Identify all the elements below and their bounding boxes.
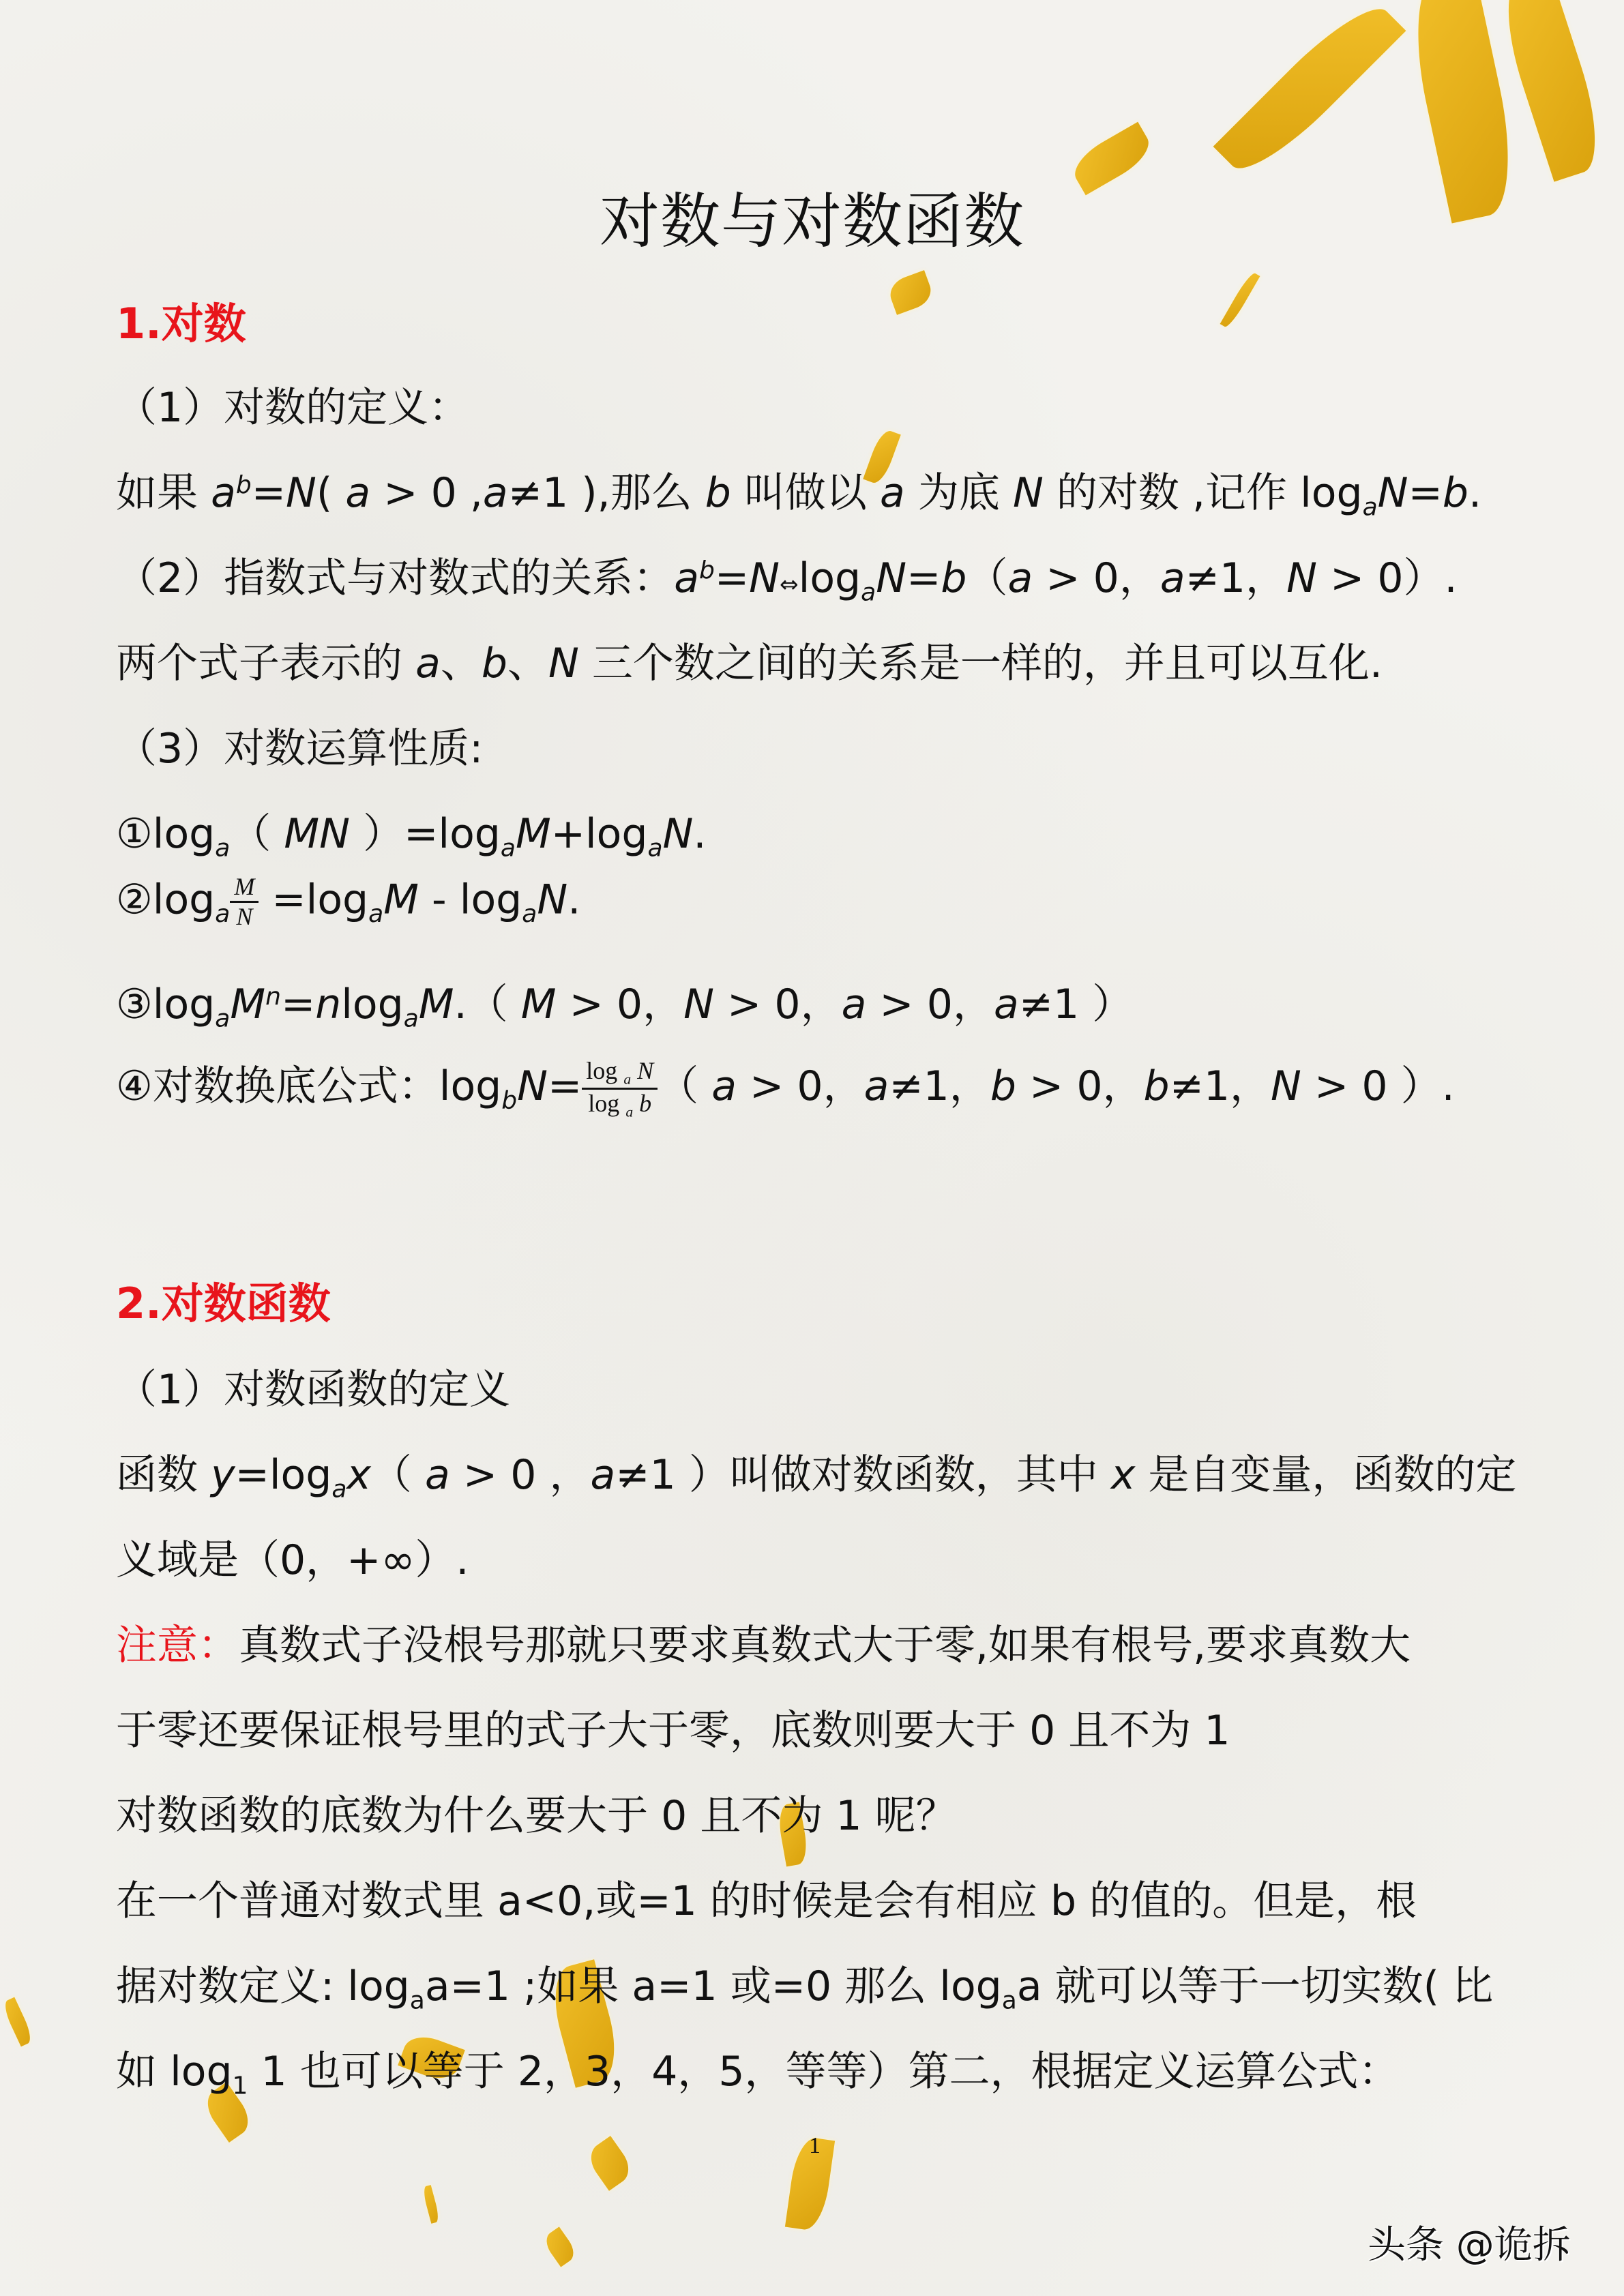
note-line-1: 注意：真数式子没根号那就只要求真数式大于零,如果有根号,要求真数大 [116, 1622, 1411, 1669]
leaf-decoration-icon [422, 2185, 441, 2224]
explanation-line-1: 在一个普通对数式里 a<0,或=1 的时候是会有相应 b 的值的。但是，根 [116, 1877, 1417, 1925]
property-2: $②\log_a$ $\frac{M}{N}$ $=\log_aM - \log_aN$. [116, 873, 581, 931]
leaf-decoration-icon [1, 1997, 35, 2047]
property-4-change-of-base: ④对数换底公式：$\log_bN=$ $\frac{\log _a N}{\log _a b}$ （ a > 0，a≠1，b > 0，b≠1，N > 0 ）. [116, 1056, 1455, 1120]
note-label: 注意： [116, 1622, 239, 1669]
page-number: 1 [809, 2133, 821, 2158]
leaf-decoration-icon [584, 2136, 636, 2191]
explanation-line-2: 据对数定义: $\log_aa=1$ ;如果 a=1 或=0 那么 $\log_aa$ 就可以等于一切实数( 比 [116, 1963, 1494, 2015]
leaf-decoration-icon [1491, 0, 1612, 182]
question-line: 对数函数的底数为什么要大于 0 且不为 1 呢？ [116, 1792, 957, 1840]
function-definition-label: （1）对数函数的定义 [116, 1366, 511, 1414]
definition-label: （1）对数的定义： [116, 384, 470, 432]
property-3: $③\log_aM^n=nlog_aM$.（ M > 0，N > 0，a > 0，a≠1 ） [116, 981, 1134, 1033]
properties-label: （3）对数运算性质: [116, 725, 484, 773]
page-title: 对数与对数函数 [599, 186, 1024, 256]
leaf-decoration-icon [1220, 271, 1260, 329]
function-definition-line-2: 义域是（0，+∞）. [116, 1536, 469, 1584]
iff-icon: ⇔ [780, 571, 799, 597]
explanation-line-3: 如 $\log_1 1$ 也可以等于 2，3，4，5，等等）第二，根据定义运算公式： [116, 2048, 1400, 2100]
leaf-decoration-icon [1213, 0, 1406, 185]
section-heading-log-function: 2.对数函数 [116, 1279, 331, 1328]
function-definition-line-1: 函数 $y=\log_ax$（ a > 0 ，a≠1 ）叫做对数函数，其中 x 是自变量，函数的定 [116, 1451, 1517, 1504]
note-line-2: 于零还要保证根号里的式子大于零，底数则要大于 0 且不为 1 [116, 1707, 1230, 1755]
definition-text: 如果 $a^b=N$( a > 0 ,a≠1 ),那么 b 叫做以 a 为底 N 的对数 ,记作 $\log_aN=b$. [116, 469, 1482, 522]
relation-note: 两个式子表示的 a、b、N 三个数之间的关系是一样的，并且可以互化. [116, 640, 1383, 687]
watermark: 头条 @诡拆 [1368, 2223, 1571, 2267]
property-1: $①\log_a$（ MN ）$=\log_aM+\log_aN$. [116, 810, 707, 863]
fraction-m-over-n: $\frac{M}{N}$ [230, 873, 259, 931]
fraction-change-of-base: $\frac{\log _a N}{\log _a b}$ [582, 1057, 658, 1121]
section-heading-logarithm: 1.对数 [116, 299, 246, 348]
leaf-decoration-icon [886, 270, 936, 315]
leaf-decoration-icon [542, 2226, 579, 2267]
relation-text: （2）指数式与对数式的关系：$a^b=N\Leftrightarrow\log_aN=b(a > 0$，a≠1，N > 0）. [116, 554, 1458, 607]
